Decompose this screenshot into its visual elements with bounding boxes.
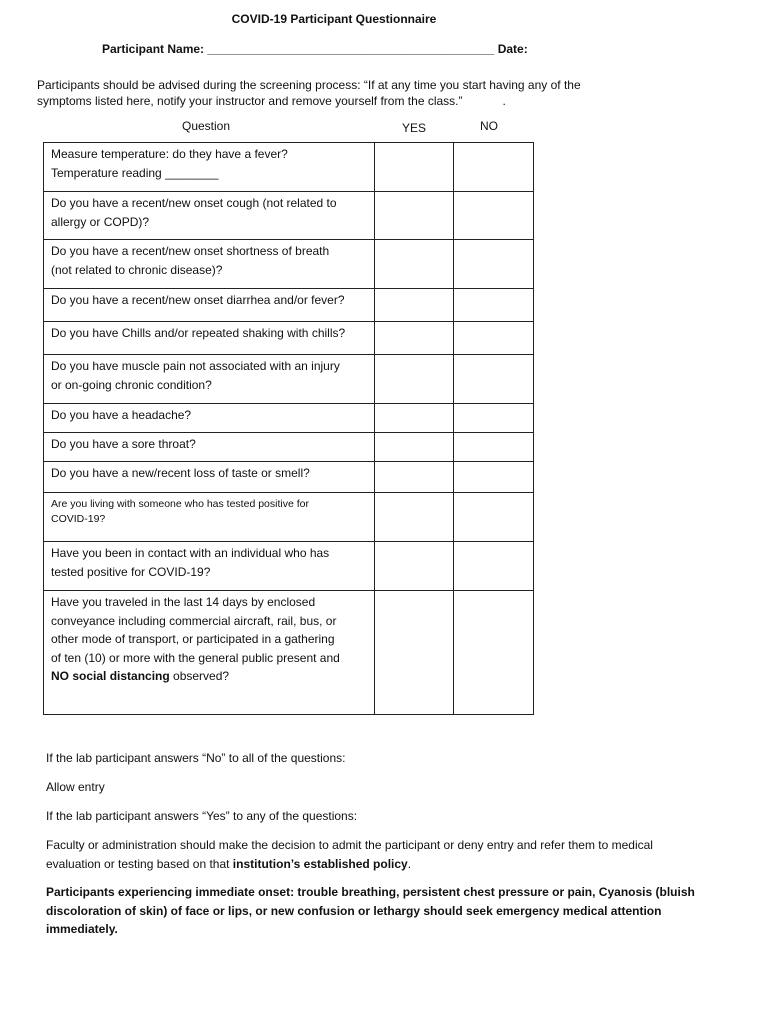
question-text: COVID-19?	[51, 513, 106, 525]
yes-answer-cell[interactable]	[375, 322, 454, 355]
participant-name-label: Participant Name:	[102, 42, 205, 56]
table-row	[44, 240, 534, 289]
table-row	[44, 493, 534, 542]
table-row	[44, 433, 534, 462]
question-text: other mode of transport, or participated in a gathering	[51, 632, 335, 646]
question-column-header: Question	[182, 119, 231, 133]
faculty-decision-line-1: Faculty or administration should make the decision to admit the participant or deny entry and refer them to medical	[46, 838, 653, 852]
question-text: Do you have a new/recent loss of taste or smell?	[51, 466, 310, 480]
table-row	[44, 322, 534, 355]
question-cell	[44, 493, 375, 542]
question-cell	[44, 462, 375, 493]
question-text: Do you have a recent/new onset diarrhea and/or fever?	[51, 293, 345, 307]
instructions-line-1: Participants should be advised during the screening process: “If at any time you start having any of the	[37, 78, 581, 92]
emergency-warning-paragraph	[46, 883, 736, 939]
question-text: Measure temperature: do they have a fever?	[51, 147, 288, 161]
question-cell	[44, 143, 375, 192]
emergency-warning-line-1: Participants experiencing immediate onset: trouble breathing, persistent chest pressure or pain, Cyanosis (bluish	[46, 885, 695, 899]
no-answer-cell[interactable]	[454, 192, 534, 240]
question-text: Do you have muscle pain not associated with an injury	[51, 359, 340, 373]
yes-answers-instruction: If the lab participant answers “Yes” to any of the questions:	[46, 809, 358, 823]
no-answers-instruction: If the lab participant answers “No” to all of the questions:	[46, 751, 346, 765]
no-answer-cell[interactable]	[454, 240, 534, 289]
no-answer-cell[interactable]	[454, 462, 534, 493]
participant-name-line	[102, 42, 528, 56]
question-cell	[44, 542, 375, 591]
instructions-line-2-text: symptoms listed here, notify your instructor and remove yourself from the class.”	[37, 94, 463, 108]
yes-answer-cell[interactable]	[375, 289, 454, 322]
question-cell	[44, 240, 375, 289]
date-label: Date:	[497, 42, 528, 56]
emergency-warning-line-3: immediately.	[46, 922, 118, 936]
yes-answer-cell[interactable]	[375, 192, 454, 240]
no-answer-cell[interactable]	[454, 493, 534, 542]
yes-answer-cell[interactable]	[375, 404, 454, 433]
question-text: Do you have a headache?	[51, 408, 192, 422]
question-text: (not related to chronic disease)?	[51, 262, 223, 277]
table-row	[44, 542, 534, 591]
question-cell	[44, 591, 375, 715]
no-answer-cell[interactable]	[454, 433, 534, 462]
question-text-tail: observed?	[169, 669, 230, 683]
question-cell	[44, 289, 375, 322]
no-column-header: NO	[480, 119, 498, 133]
no-answer-cell[interactable]	[454, 542, 534, 591]
question-cell	[44, 404, 375, 433]
no-answer-cell[interactable]	[454, 404, 534, 433]
question-cell	[44, 322, 375, 355]
institution-policy-emphasis: institution’s established policy	[232, 856, 408, 871]
question-text: or on-going chronic condition?	[51, 377, 212, 392]
yes-answer-cell[interactable]	[375, 143, 454, 192]
yes-answer-cell[interactable]	[375, 542, 454, 591]
instructions-dot: .	[502, 94, 506, 108]
question-text: conveyance including commercial aircraft, rail, bus, or	[51, 613, 337, 628]
no-answer-cell[interactable]	[454, 355, 534, 404]
question-text: Have you traveled in the last 14 days by enclosed	[51, 595, 316, 609]
no-answer-cell[interactable]	[454, 289, 534, 322]
question-text: Have you been in contact with an individual who has	[51, 546, 330, 560]
question-text	[51, 667, 368, 686]
yes-column-header: YES	[402, 121, 427, 135]
yes-answer-cell[interactable]	[375, 240, 454, 289]
no-social-distancing-emphasis: NO social distancing	[51, 669, 170, 683]
question-cell	[44, 355, 375, 404]
question-cell	[44, 192, 375, 240]
page-title: COVID-19 Participant Questionnaire	[231, 12, 437, 26]
screening-instructions	[37, 77, 657, 109]
faculty-decision-text: evaluation or testing based on that	[46, 856, 233, 871]
question-cell	[44, 433, 375, 462]
faculty-decision-paragraph	[46, 836, 736, 873]
question-text: Do you have a recent/new onset shortness of breath	[51, 244, 330, 258]
questionnaire-table	[43, 142, 534, 715]
question-text: Are you living with someone who has tested positive for	[51, 498, 309, 510]
no-answer-cell[interactable]	[454, 322, 534, 355]
yes-answer-cell[interactable]	[375, 433, 454, 462]
no-answer-cell[interactable]	[454, 591, 534, 715]
yes-answer-cell[interactable]	[375, 591, 454, 715]
table-row	[44, 289, 534, 322]
table-row	[44, 355, 534, 404]
instructions-line-2	[37, 93, 657, 109]
question-text: tested positive for COVID-19?	[51, 564, 211, 579]
question-text: Temperature reading ________	[51, 165, 219, 180]
table-row	[44, 462, 534, 493]
table-row	[44, 591, 534, 715]
emergency-warning-line-2: discoloration of skin) of face or lips, or new confusion or lethargy should seek emergency medical attention	[46, 903, 662, 918]
faculty-decision-period: .	[407, 856, 412, 871]
question-text: of ten (10) or more with the general public present and	[51, 650, 340, 665]
question-text: Do you have a sore throat?	[51, 437, 196, 451]
yes-answer-cell[interactable]	[375, 355, 454, 404]
question-text: Do you have Chills and/or repeated shaking with chills?	[51, 326, 346, 340]
faculty-decision-line-2	[46, 855, 736, 874]
no-answer-cell[interactable]	[454, 143, 534, 192]
yes-answer-cell[interactable]	[375, 462, 454, 493]
allow-entry-text: Allow entry	[46, 780, 105, 794]
table-row	[44, 404, 534, 433]
yes-answer-cell[interactable]	[375, 493, 454, 542]
question-text: allergy or COPD)?	[51, 214, 150, 229]
table-row	[44, 143, 534, 192]
question-text: Do you have a recent/new onset cough (not related to	[51, 196, 337, 210]
table-row	[44, 192, 534, 240]
participant-name-field[interactable]: ___________________________________________	[207, 42, 495, 56]
